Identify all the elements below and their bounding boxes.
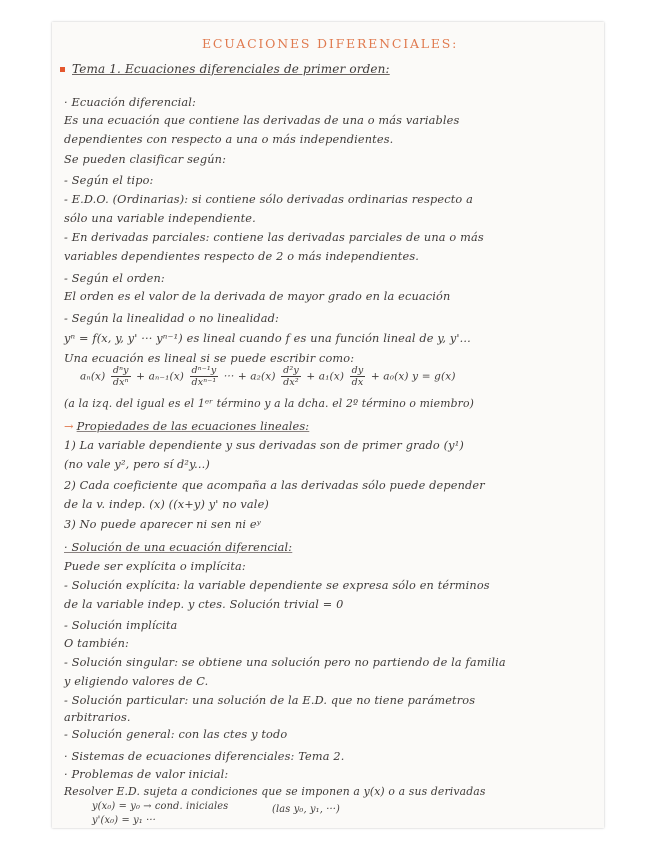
text-line: Puede ser explícita o implícita:	[64, 560, 246, 573]
formula-term: aₙ(x)	[80, 370, 106, 383]
fraction-numerator: dⁿ⁻¹y	[191, 365, 217, 376]
fraction-denominator: dx	[351, 377, 364, 388]
page-title: ECUACIONES DIFERENCIALES:	[202, 36, 459, 51]
text-line: - En derivadas parciales: contiene las derivadas parciales de una o más	[64, 231, 484, 244]
text-line: arbitrarios.	[64, 711, 131, 724]
tema-heading	[60, 62, 390, 76]
text-line: de la v. indep. (x) ((x+y) y' no vale)	[64, 498, 269, 511]
tema-label: Tema 1. Ecuaciones diferenciales de primer orden:	[72, 62, 390, 76]
fraction-numerator: dⁿy	[112, 365, 129, 376]
fraction-denominator: dxⁿ⁻¹	[191, 377, 217, 388]
formula-term: + a₀(x) y = g(x)	[370, 370, 456, 383]
text-line: y'(x₀) = y₁ ···	[92, 815, 156, 826]
arrow-icon: →	[64, 420, 74, 433]
text-line: Resolver E.D. sujeta a condiciones que se imponen a y(x) o a sus derivadas	[64, 785, 486, 798]
text-line: variables dependientes respecto de 2 o más independientes.	[64, 250, 420, 263]
text-line: y(x₀) = y₀ → cond. iniciales	[92, 801, 229, 812]
text-line: - Solución explícita: la variable dependiente se expresa sólo en términos	[64, 579, 490, 592]
text-line: · Sistemas de ecuaciones diferenciales: Tema 2.	[64, 750, 345, 763]
text-line: yⁿ = f(x, y, y' ··· yⁿ⁻¹) es lineal cuando f es una función lineal de y, y'...	[64, 332, 471, 345]
notebook-page	[52, 22, 604, 828]
linear-equation-formula	[80, 365, 456, 388]
formula-term: + aₙ₋₁(x)	[136, 370, 185, 383]
text-line: dependientes con respecto a una o más independientes.	[64, 133, 394, 146]
text-line: (las y₀, y₁, ···)	[272, 804, 341, 815]
section-ecuacion: · Ecuación diferencial:	[64, 96, 196, 109]
propiedades-label: Propiedades de las ecuaciones lineales:	[76, 420, 310, 433]
formula-fraction	[281, 365, 301, 388]
text-line: - Solución singular: se obtiene una solución pero no partiendo de la familia	[64, 656, 506, 669]
section-propiedades	[64, 420, 309, 433]
text-line: - Solución general: con las ctes y todo	[64, 728, 288, 741]
text-line: 2) Cada coeficiente que acompaña a las derivadas sólo puede depender	[64, 479, 485, 492]
fraction-denominator: dx²	[283, 377, 299, 388]
text-line: - Según la linealidad o no linealidad:	[64, 312, 279, 325]
text-line: - E.D.O. (Ordinarias): si contiene sólo derivadas ordinarias respecto a	[64, 193, 473, 206]
text-line: - Según el tipo:	[64, 174, 154, 187]
formula-fraction	[111, 365, 131, 388]
fraction-denominator: dxⁿ	[112, 377, 129, 388]
text-line: (a la izq. del igual es el 1ᵉʳ término y a la dcha. el 2º término o miembro)	[64, 397, 474, 410]
text-line: sólo una variable independiente.	[64, 212, 256, 225]
text-line: - Según el orden:	[64, 272, 165, 285]
text-line: O también:	[64, 637, 129, 650]
text-line: Es una ecuación que contiene las derivadas de una o más variables	[64, 114, 460, 127]
text-line: 1) La variable dependiente y sus derivadas son de primer grado (y¹)	[64, 439, 464, 452]
text-line: de la variable indep. y ctes. Solución trivial = 0	[64, 598, 344, 611]
bullet-icon	[60, 67, 65, 72]
text-line: Se pueden clasificar según:	[64, 153, 227, 166]
text-line: 3) No puede aparecer ni sen ni eʸ	[64, 518, 261, 531]
fraction-numerator: dy	[351, 365, 364, 376]
formula-fraction	[350, 365, 366, 388]
fraction-numerator: d²y	[283, 365, 299, 376]
section-solucion: · Solución de una ecuación diferencial:	[64, 541, 293, 554]
text-line: - Solución implícita	[64, 619, 178, 632]
text-line: · Problemas de valor inicial:	[64, 768, 229, 781]
formula-term: ··· + a₂(x)	[223, 370, 276, 383]
text-line: El orden es el valor de la derivada de mayor grado en la ecuación	[64, 290, 451, 303]
text-line: y eligiendo valores de C.	[64, 675, 209, 688]
text-line: (no vale y², pero sí d²y...)	[64, 458, 210, 471]
formula-term: + a₁(x)	[306, 370, 345, 383]
text-line: Una ecuación es lineal si se puede escribir como:	[64, 352, 355, 365]
text-line: - Solución particular: una solución de la E.D. que no tiene parámetros	[64, 694, 476, 707]
formula-fraction	[190, 365, 219, 388]
